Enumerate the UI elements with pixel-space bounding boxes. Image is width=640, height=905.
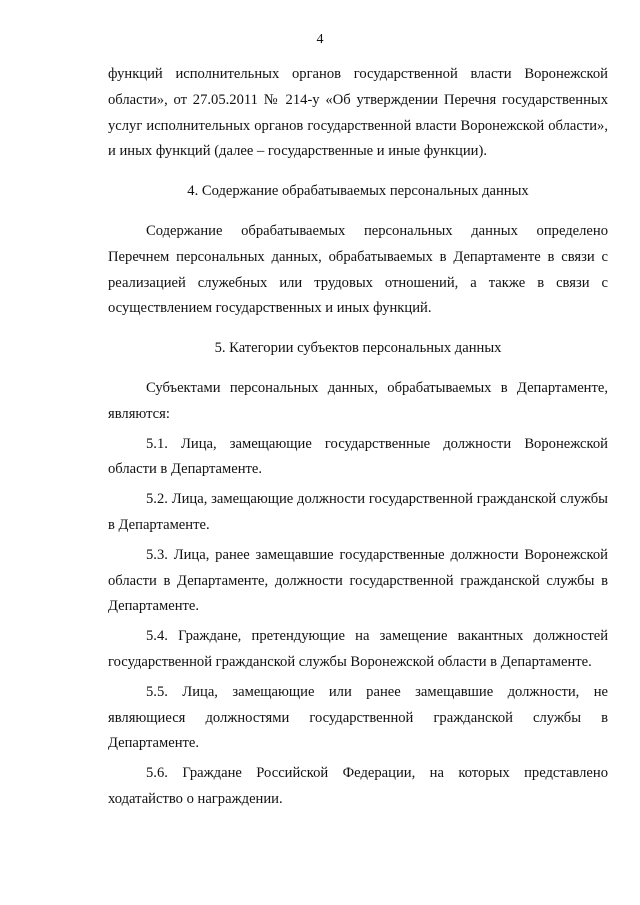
list-item-5-4: 5.4. Граждане, претендующие на замещение вакантных должностей государственной гражданской службы Воронежской области в Департаменте. [108, 628, 608, 670]
section-4-heading: 4. Содержание обрабатываемых персональных данных [187, 183, 529, 200]
list-item-5-3: 5.3. Лица, ранее замещавшие государственные должности Воронежской области в Департаменте, должности государственной гражданской службы в Департаменте. [108, 546, 608, 615]
section-5-heading: 5. Категории субъектов персональных данных [214, 340, 502, 357]
section-4-paragraph: Содержание обрабатываемых персональных данных определено Перечнем персональных данных, обрабатываемых в Департаменте в связи с реализацией служебных или трудовых отношений, а также в связи с осуществлением государственных и иных функций. [108, 222, 608, 317]
section-5-intro: Субъектами персональных данных, обрабатываемых в Департаменте, являются: [108, 379, 608, 422]
intro-paragraph: функций исполнительных органов государственной власти Воронежской области», от 27.05.2011 № 214-у «Об утверждении Перечня государственных услуг исполнительных органов государственной власти Воронежской области», и иных функций (далее – государственные и иные функции). [108, 66, 608, 160]
list-item-5-5: 5.5. Лица, замещающие или ранее замещавшие должности, не являющиеся должностями государственной гражданской службы в Департаменте. [108, 683, 608, 752]
document-body [108, 62, 608, 813]
list-item-5-2: 5.2. Лица, замещающие должности государственной гражданской службы в Департаменте. [108, 491, 608, 533]
page-number: 4 [316, 32, 324, 47]
list-item-5-6: 5.6. Граждане Российской Федерации, на которых представлено ходатайство о награждении. [108, 765, 608, 807]
list-item-5-1: 5.1. Лица, замещающие государственные должности Воронежской области в Департаменте. [108, 435, 608, 478]
